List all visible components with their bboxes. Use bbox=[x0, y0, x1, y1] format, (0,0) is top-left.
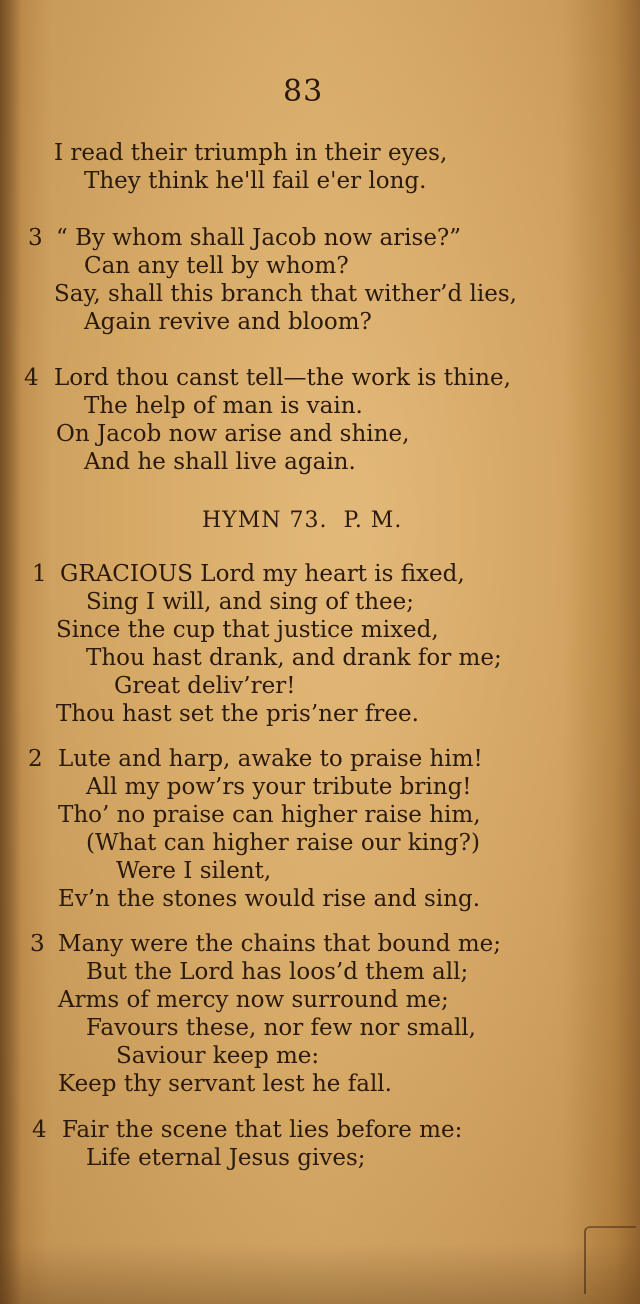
verse-line: Favours these, nor few nor small, bbox=[86, 1015, 476, 1041]
stanza-number: 3 bbox=[30, 931, 45, 957]
verse-line: But the Lord has loos’d them all; bbox=[86, 959, 469, 985]
verse-line: Thou hast drank, and drank for me; bbox=[86, 645, 502, 671]
verse-line: Say, shall this branch that wither’d lies, bbox=[54, 281, 517, 307]
verse-line: Saviour keep me: bbox=[116, 1043, 320, 1069]
verse-line: Can any tell by whom? bbox=[84, 253, 349, 279]
stanza-number: 3 bbox=[28, 225, 43, 251]
hymn-meter: P. M. bbox=[343, 508, 403, 533]
stanza-number: 4 bbox=[32, 1117, 47, 1143]
verse-line: Since the cup that justice mixed, bbox=[56, 617, 439, 643]
verse-line: Great deliv’rer! bbox=[114, 673, 296, 699]
verse-line: (What can higher raise our king?) bbox=[86, 830, 480, 856]
stanza-number: 4 bbox=[24, 365, 39, 391]
verse-line: GRACIOUS Lord my heart is fixed, bbox=[60, 561, 465, 587]
verse-line: Ev’n the stones would rise and sing. bbox=[58, 886, 481, 912]
verse-line: And he shall live again. bbox=[84, 449, 356, 475]
stanza-number: 1 bbox=[32, 561, 47, 587]
page-corner-fold bbox=[584, 1226, 636, 1294]
page-bottom-shadow bbox=[0, 1244, 640, 1304]
verse-line: Thou hast set the pris’ner free. bbox=[56, 701, 419, 727]
verse-line: Sing I will, and sing of thee; bbox=[86, 589, 414, 615]
page-number: 83 bbox=[283, 74, 324, 109]
stanza-number: 2 bbox=[28, 746, 43, 772]
verse-line: I read their triumph in their eyes, bbox=[54, 140, 448, 166]
verse-line: “ By whom shall Jacob now arise?” bbox=[56, 225, 462, 251]
hymn-title: HYMN 73. bbox=[202, 508, 328, 533]
verse-line: All my pow’rs your tribute bring! bbox=[86, 774, 472, 800]
verse-line: Many were the chains that bound me; bbox=[58, 931, 501, 957]
verse-line: Lute and harp, awake to praise him! bbox=[58, 746, 483, 772]
verse-line: Were I silent, bbox=[116, 858, 272, 884]
verse-line: Arms of mercy now surround me; bbox=[58, 987, 449, 1013]
binding-shadow bbox=[0, 0, 22, 1304]
verse-line: Life eternal Jesus gives; bbox=[86, 1145, 366, 1171]
verse-line: Lord thou canst tell—the work is thine, bbox=[54, 365, 511, 391]
verse-line: They think he'll fail e'er long. bbox=[84, 168, 427, 194]
verse-line: Tho’ no praise can higher raise him, bbox=[58, 802, 481, 828]
verse-line: On Jacob now arise and shine, bbox=[56, 421, 410, 447]
verse-line: The help of man is vain. bbox=[84, 393, 363, 419]
hymn-heading bbox=[202, 508, 402, 533]
verse-line: Fair the scene that lies before me: bbox=[62, 1117, 463, 1143]
verse-line: Again revive and bloom? bbox=[84, 309, 372, 335]
verse-line: Keep thy servant lest he fall. bbox=[58, 1071, 392, 1097]
